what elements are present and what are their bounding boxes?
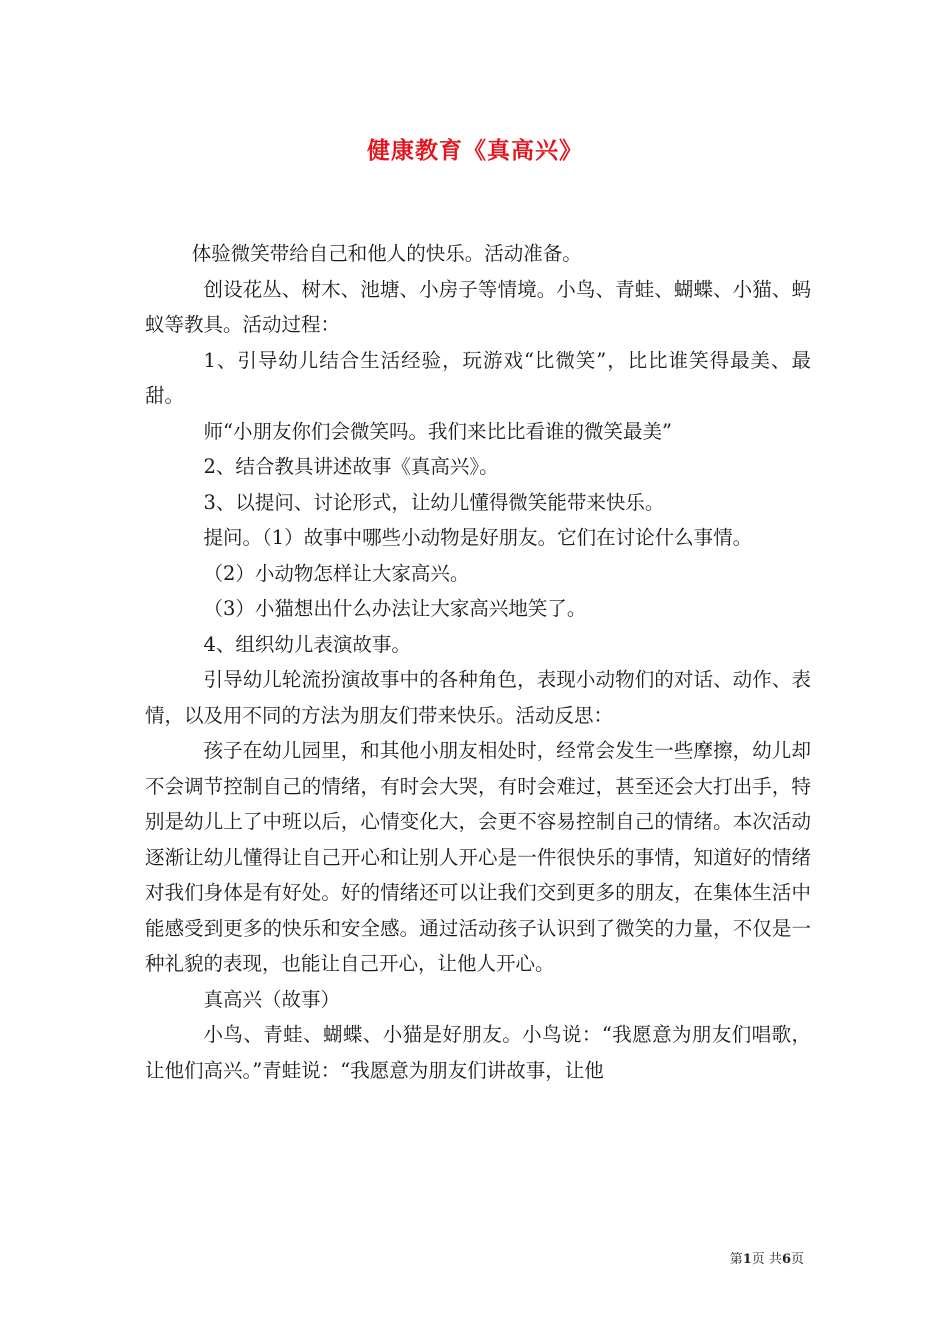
paragraph-step-4: 4、组织幼儿表演故事。	[203, 632, 411, 656]
document-title: 健康教育《真高兴》	[367, 137, 583, 164]
paragraph-story-title: 真高兴（故事）	[203, 987, 341, 1011]
paragraph-question-3: （3）小猫想出什么办法让大家高兴地笑了。	[203, 597, 587, 620]
paragraph-reflection: 孩子在幼儿园里，和其他小朋友相处时，经常会发生一些摩擦，幼儿却不会调节控制自己的情绪，有时会大哭，有时会难过，甚至还会大打出手，特别是幼儿上了中班以后，心情变化大，会更不容易控制自己的情绪。本次活动逐渐让幼儿懂得让自己开心和让别人开心是一件很快乐的事情，知道好的情绪对我们身体是有好处。好的情绪还可以让我们交到更多的朋友，在集体生活中能感受到更多的快乐和安全感。通过活动孩子认识到了微笑的力量，不仅是一种礼貌的表现，也能让自己开心，让他人开心。	[145, 739, 811, 975]
paragraph-preparation: 创设花丛、树木、池塘、小房子等情境。小鸟、青蛙、蝴蝶、小猫、蚂蚁等教具。活动过程：	[145, 277, 811, 336]
document-body	[145, 236, 811, 1088]
paragraph-question-1: 提问。（1）故事中哪些小动物是好朋友。它们在讨论什么事情。	[203, 526, 753, 549]
paragraph-step-2: 2、结合教具讲述故事《真高兴》。	[203, 455, 499, 478]
paragraph-role-play: 引导幼儿轮流扮演故事中的各种角色，表现小动物们的对话、动作、表情，以及用不同的方法为朋友们带来快乐。活动反思：	[145, 668, 811, 727]
page-number-total: 6	[781, 1252, 791, 1267]
paragraph-question-2: （2）小动物怎样让大家高兴。	[203, 561, 470, 585]
page-number-suffix: 页	[790, 1252, 804, 1267]
paragraph-teacher-line: 师“小朋友你们会微笑吗。我们来比比看谁的微笑最美”	[203, 419, 672, 443]
page-number-current: 1	[742, 1252, 752, 1267]
page-number-middle: 页 共	[751, 1252, 782, 1267]
page-number-prefix: 第	[729, 1252, 743, 1267]
paragraph-story-text: 小鸟、青蛙、蝴蝶、小猫是好朋友。小鸟说：“我愿意为朋友们唱歌，让他们高兴。”青蛙说：“我愿意为朋友们讲故事，让他	[145, 1023, 811, 1082]
page-number	[730, 1248, 804, 1267]
paragraph-goal: 体验微笑带给自己和他人的快乐。活动准备。	[191, 242, 582, 265]
paragraph-step-3: 3、以提问、讨论形式，让幼儿懂得微笑能带来快乐。	[203, 490, 665, 514]
paragraph-step-1: 1、引导幼儿结合生活经验，玩游戏“比微笑”，比比谁笑得最美、最甜。	[145, 348, 811, 407]
